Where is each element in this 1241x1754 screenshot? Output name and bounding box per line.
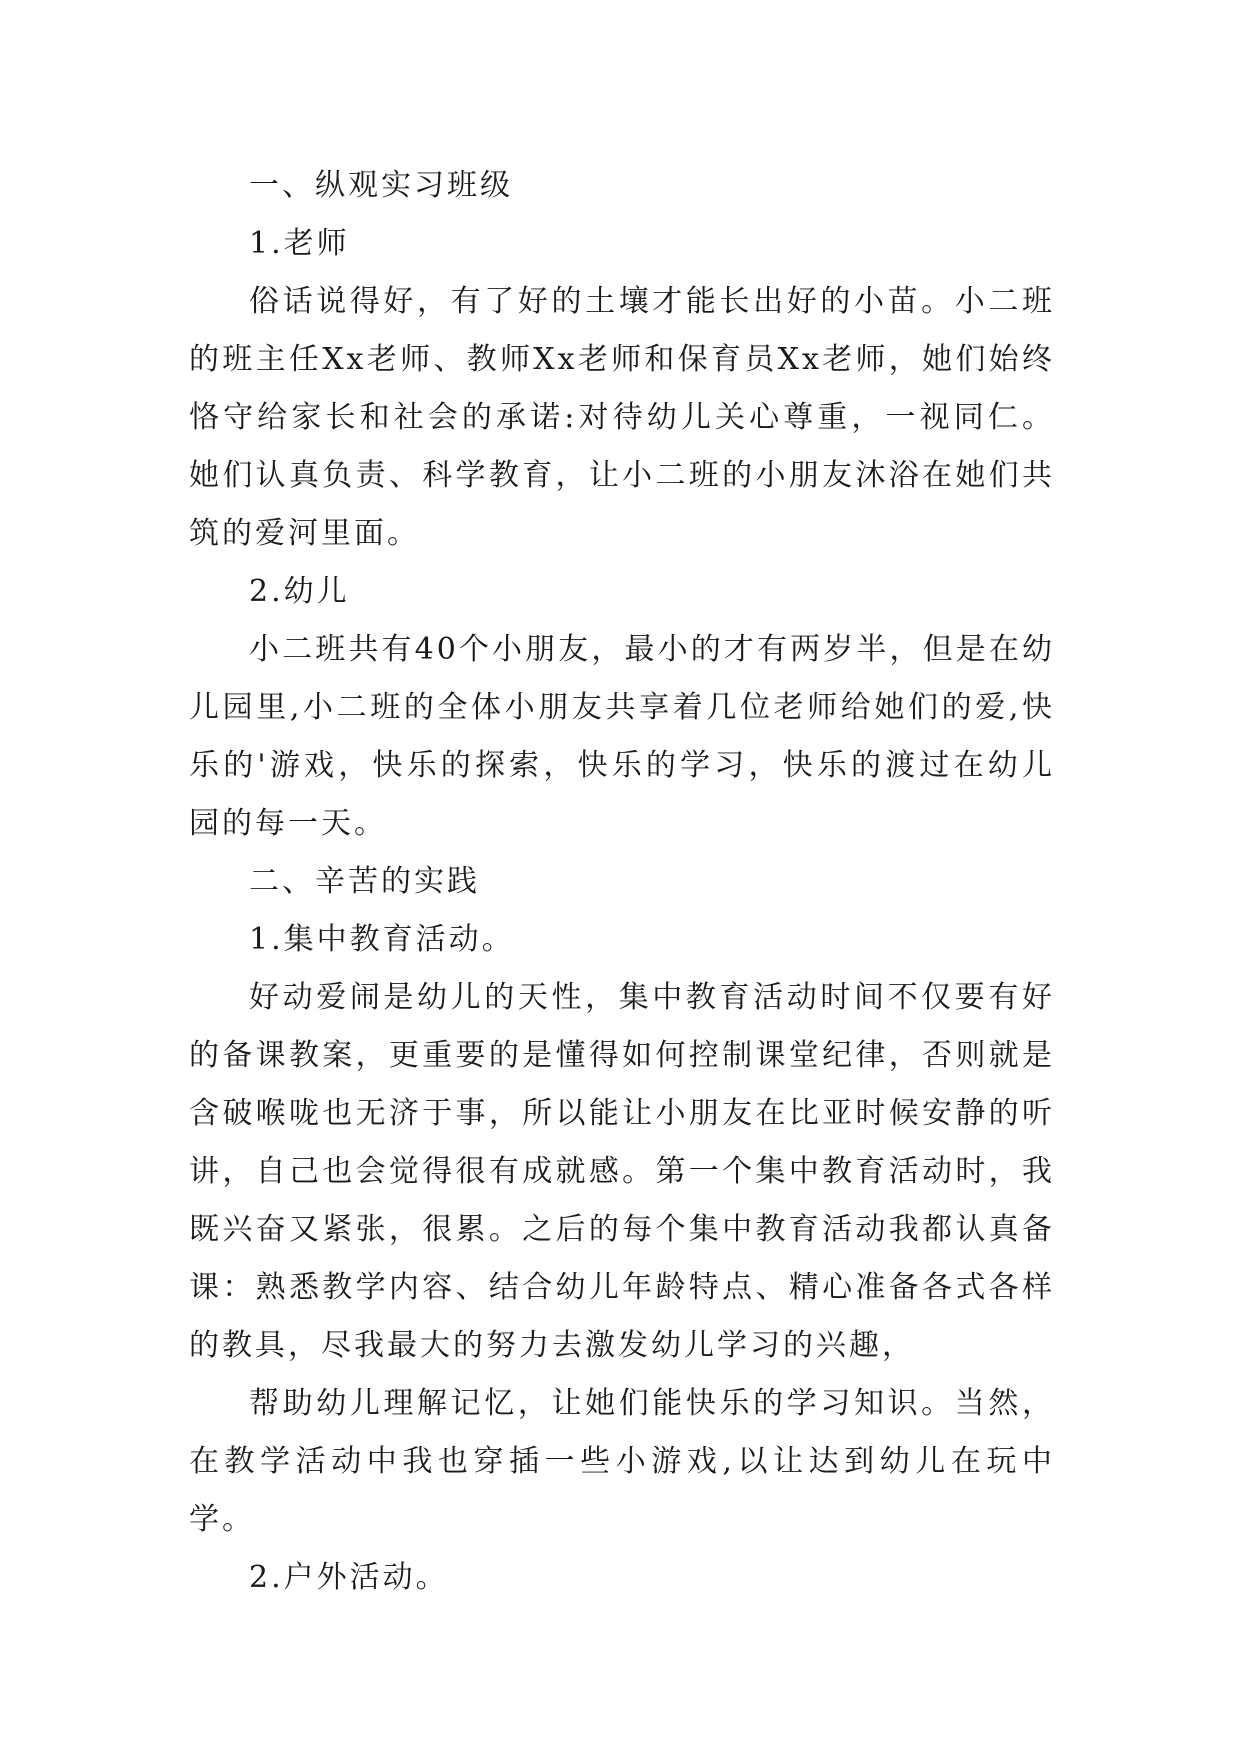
subsection-title-outdoor-activity: 2.户外活动。 <box>249 1560 449 1595</box>
subsection-title-teachers: 1.老师 <box>249 226 350 261</box>
document-body <box>189 157 1055 1607</box>
section-heading-2: 二、辛苦的实践 <box>249 864 480 899</box>
paragraph-teachers: 俗话说得好，有了好的土壤才能长出好的小苗。小二班的班主任Xx老师、教师Xx老师和保育员Xx老师，她们始终恪守给家长和社会的承诺:对待幼儿关心尊重，一视同仁。她们认真负责、科学教育，让小二班的小朋友沐浴在她们共筑的爱河里面。 <box>189 284 1055 551</box>
section-heading-1: 一、纵观实习班级 <box>249 168 513 203</box>
subsection-title-children: 2.幼儿 <box>249 574 350 609</box>
paragraph-group-activity-2: 帮助幼儿理解记忆，让她们能快乐的学习知识。当然，在教学活动中我也穿插一些小游戏,以让达到幼儿在玩中学。 <box>189 1386 1055 1537</box>
paragraph-children: 小二班共有40个小朋友，最小的才有两岁半，但是在幼儿园里,小二班的全体小朋友共享着几位老师给她们的爱,快乐的'游戏，快乐的探索，快乐的学习，快乐的渡过在幼儿园的每一天。 <box>189 632 1055 841</box>
paragraph-group-activity-1: 好动爱闹是幼儿的天性，集中教育活动时间不仅要有好的备课教案，更重要的是懂得如何控制课堂纪律，否则就是含破喉咙也无济于事，所以能让小朋友在比亚时候安静的听讲，自己也会觉得很有成就感。第一个集中教育活动时，我既兴奋又紧张，很累。之后的每个集中教育活动我都认真备课：熟悉教学内容、结合幼儿年龄特点、精心准备各式各样的教具，尽我最大的努力去激发幼儿学习的兴趣， <box>189 980 1055 1363</box>
subsection-title-group-activity: 1.集中教育活动。 <box>249 922 515 957</box>
